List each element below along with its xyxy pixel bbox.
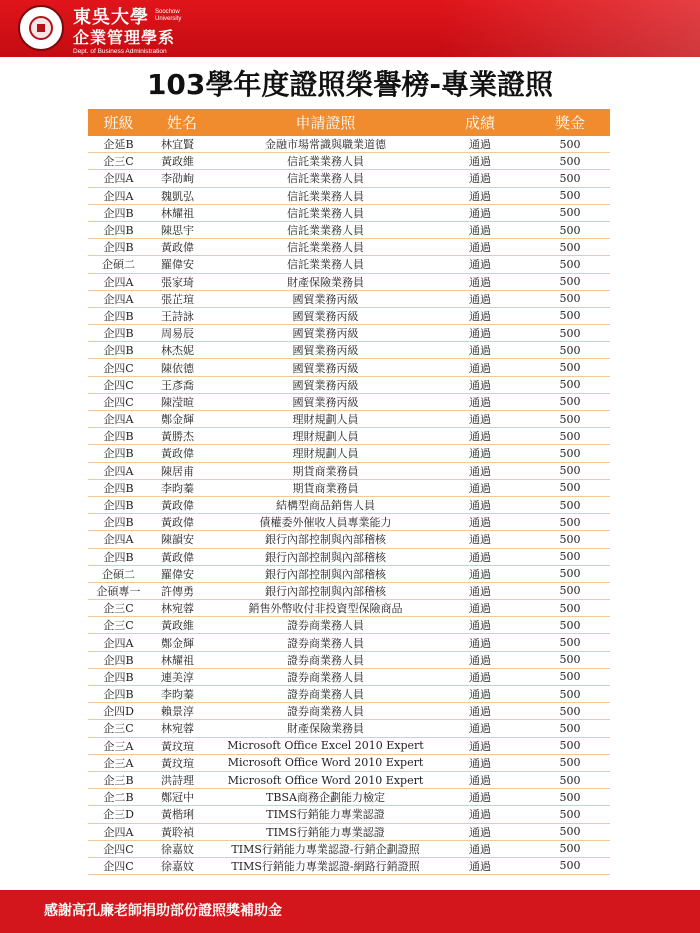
cell-name: 林宛蓉 — [161, 722, 194, 736]
cell-award: 500 — [559, 532, 581, 546]
cell-class: 企四C — [103, 361, 134, 375]
cell-name: 陳依德 — [161, 361, 194, 375]
cell-result: 通過 — [469, 584, 491, 598]
cell-name: 賴景淳 — [161, 705, 194, 719]
cell-class: 企三C — [103, 722, 134, 736]
col-header-result: 成績 — [464, 114, 495, 132]
cell-award: 500 — [559, 704, 581, 718]
cell-class: 企三B — [103, 774, 134, 788]
cell-award: 500 — [559, 721, 581, 735]
cell-name: 黃政偉 — [161, 447, 194, 461]
cell-class: 企四A — [103, 825, 134, 839]
cell-name: 黃政偉 — [161, 241, 194, 255]
cell-class: 企四C — [103, 842, 134, 856]
cell-award: 500 — [559, 378, 581, 392]
cell-name: 洪詩理 — [161, 774, 194, 788]
brand-block — [73, 6, 199, 55]
cell-result: 通過 — [469, 602, 491, 616]
cell-certificate: 證券商業務人員 — [287, 636, 364, 650]
cell-class: 企四B — [103, 309, 134, 323]
cell-award: 500 — [559, 240, 581, 254]
table-row — [88, 583, 610, 600]
cell-class: 企四B — [103, 344, 134, 358]
cell-name: 黃政偉 — [161, 516, 194, 530]
cell-award: 500 — [559, 309, 581, 323]
cell-class: 企碩二 — [102, 258, 135, 272]
cell-class: 企二B — [103, 791, 134, 805]
cell-class: 企四C — [103, 859, 134, 873]
table-row — [88, 514, 610, 531]
cell-award: 500 — [559, 687, 581, 701]
cell-certificate: 國貿業務丙級 — [292, 327, 359, 341]
table-row — [88, 170, 610, 187]
cell-name: 林耀祖 — [161, 206, 194, 220]
cell-result: 通過 — [469, 705, 491, 719]
cell-name: 陳思宇 — [161, 224, 194, 238]
cell-name: 黃政維 — [161, 619, 194, 633]
cell-certificate: 銀行內部控制與內部稽核 — [265, 550, 386, 564]
cell-award: 500 — [559, 206, 581, 220]
cell-award: 500 — [559, 807, 581, 821]
university-seal-icon — [18, 5, 64, 51]
cell-award: 500 — [559, 343, 581, 357]
cell-name: 黃政偉 — [161, 550, 194, 564]
cell-result: 通過 — [469, 808, 491, 822]
cell-result: 通過 — [469, 275, 491, 289]
cell-result: 通過 — [469, 378, 491, 392]
cell-class: 企碩專一 — [96, 584, 141, 598]
table-row — [88, 377, 610, 394]
cell-name: 鄭冠中 — [161, 791, 194, 805]
cell-name: 黃政維 — [161, 155, 194, 169]
cell-certificate: 債權委外催收人員專業能力 — [259, 516, 392, 530]
cell-certificate: 證券商業務人員 — [287, 705, 364, 719]
cell-result: 通過 — [469, 499, 491, 513]
cell-award: 500 — [559, 412, 581, 426]
table-row — [88, 841, 610, 858]
cell-result: 通過 — [469, 842, 491, 856]
cell-name: 林杰妮 — [161, 344, 194, 358]
cell-award: 500 — [559, 498, 581, 512]
cell-name: 黃政偉 — [161, 499, 194, 513]
cell-name: 連美淳 — [161, 670, 194, 684]
cell-award: 500 — [559, 429, 581, 443]
cell-class: 企四A — [103, 172, 134, 186]
cell-award: 500 — [559, 446, 581, 460]
cell-result: 通過 — [469, 791, 491, 805]
table-row — [88, 445, 610, 462]
cell-class: 企四B — [103, 206, 134, 220]
cell-certificate: 信託業業務人員 — [287, 206, 364, 220]
cell-certificate: 期貨商業務員 — [292, 464, 359, 478]
cell-result: 通過 — [469, 550, 491, 564]
cell-result: 通過 — [469, 653, 491, 667]
cell-award: 500 — [559, 567, 581, 581]
cell-award: 500 — [559, 842, 581, 856]
footer-banner — [0, 890, 700, 933]
cell-class: 企四C — [103, 395, 134, 409]
cell-award: 500 — [559, 825, 581, 839]
cell-certificate: 國貿業務丙級 — [292, 292, 359, 306]
cell-class: 企四A — [103, 189, 134, 203]
cell-award: 500 — [559, 292, 581, 306]
table-row — [88, 720, 610, 737]
cell-class: 企四B — [103, 499, 134, 513]
cell-certificate: 國貿業務丙級 — [292, 344, 359, 358]
cell-result: 通過 — [469, 636, 491, 650]
table-row — [88, 806, 610, 823]
cell-name: 徐嘉妏 — [161, 859, 194, 873]
table-row — [88, 634, 610, 651]
cell-class: 企三C — [103, 602, 134, 616]
page-title: 103學年度證照榮譽榜-專業證照 — [146, 68, 554, 101]
cell-class: 企三D — [103, 808, 134, 822]
table-row — [88, 858, 610, 875]
cell-result: 通過 — [469, 241, 491, 255]
cell-class: 企三C — [103, 619, 134, 633]
cell-result: 通過 — [469, 447, 491, 461]
cell-result: 通過 — [469, 155, 491, 169]
table-row — [88, 153, 610, 170]
university-name-en: Soochow University — [155, 9, 182, 22]
cell-certificate: 財產保險業務員 — [287, 722, 364, 736]
cell-award: 500 — [559, 653, 581, 667]
cell-certificate: 期貨商業務員 — [292, 481, 359, 495]
cell-certificate: TIMS行銷能力專業認證 — [266, 808, 385, 822]
cell-name: 鄭金輝 — [161, 636, 194, 650]
cell-result: 通過 — [469, 172, 491, 186]
cell-name: 黃楷琍 — [161, 808, 194, 822]
cell-certificate: 銀行內部控制與內部稽核 — [265, 533, 386, 547]
cell-award: 500 — [559, 154, 581, 168]
table-row — [88, 738, 610, 755]
cell-result: 通過 — [469, 258, 491, 272]
cell-class: 企四A — [103, 413, 134, 427]
cell-name: 林宜賢 — [161, 138, 194, 152]
cell-certificate: 證券商業務人員 — [287, 619, 364, 633]
table-row — [88, 669, 610, 686]
table-row — [88, 600, 610, 617]
cell-result: 通過 — [469, 774, 491, 788]
cell-award: 500 — [559, 756, 581, 770]
cell-certificate: 銀行內部控制與內部稽核 — [265, 567, 386, 581]
department-name-en: Dept. of Business Administration — [73, 48, 167, 55]
table-row — [88, 359, 610, 376]
table-body — [88, 136, 610, 875]
cell-class: 企四D — [103, 705, 134, 719]
cell-name: 張芷瑄 — [161, 292, 194, 306]
cell-certificate: TIMS行銷能力專業認證-行銷企劃證照 — [231, 842, 420, 856]
cell-award: 500 — [559, 326, 581, 340]
cell-award: 500 — [559, 515, 581, 529]
cell-result: 通過 — [469, 309, 491, 323]
cell-certificate: 信託業業務人員 — [287, 224, 364, 238]
cell-result: 通過 — [469, 670, 491, 684]
cell-award: 500 — [559, 481, 581, 495]
cell-class: 企四A — [103, 292, 134, 306]
cell-award: 500 — [559, 550, 581, 564]
cell-certificate: Microsoft Office Excel 2010 Expert — [227, 739, 424, 753]
cell-award: 500 — [559, 636, 581, 650]
cell-award: 500 — [559, 137, 581, 151]
university-row — [73, 6, 199, 26]
cell-result: 通過 — [469, 859, 491, 873]
cell-result: 通過 — [469, 361, 491, 375]
cell-class: 企四B — [103, 430, 134, 444]
table-row — [88, 205, 610, 222]
seal-ring — [29, 16, 53, 40]
cell-result: 通過 — [469, 430, 491, 444]
table-row — [88, 188, 610, 205]
cell-certificate: Microsoft Office Word 2010 Expert — [227, 756, 424, 770]
cell-name: 徐嘉妏 — [161, 842, 194, 856]
cell-award: 500 — [559, 670, 581, 684]
cell-certificate: 財產保險業務員 — [287, 275, 364, 289]
cell-certificate: 理財規劃人員 — [292, 413, 359, 427]
cell-result: 通過 — [469, 722, 491, 736]
cell-certificate: 信託業業務人員 — [287, 155, 364, 169]
cell-certificate: 國貿業務丙級 — [292, 309, 359, 323]
cell-result: 通過 — [469, 619, 491, 633]
cell-result: 通過 — [469, 224, 491, 238]
cell-name: 李昀蓁 — [161, 481, 194, 495]
cell-name: 許傳勇 — [161, 584, 194, 598]
cell-award: 500 — [559, 584, 581, 598]
cell-award: 500 — [559, 739, 581, 753]
cell-class: 企四A — [103, 636, 134, 650]
cell-certificate: 證券商業務人員 — [287, 670, 364, 684]
cell-certificate: 銀行內部控制與內部稽核 — [265, 584, 386, 598]
col-header-class: 班級 — [103, 114, 134, 132]
cell-award: 500 — [559, 464, 581, 478]
cell-certificate: 證券商業務人員 — [287, 688, 364, 702]
department-name: 企業管理學系 — [73, 28, 176, 47]
cell-certificate: 金融市場常識與職業道德 — [265, 138, 386, 152]
table-row — [88, 617, 610, 634]
table-row — [88, 703, 610, 720]
cell-result: 通過 — [469, 825, 491, 839]
cell-class: 企延B — [103, 138, 134, 152]
header-gradient — [440, 0, 700, 57]
table-row — [88, 531, 610, 548]
table-row — [88, 755, 610, 772]
cell-class: 企四B — [103, 688, 134, 702]
cell-name: 陳滢暄 — [161, 395, 194, 409]
cell-award: 500 — [559, 257, 581, 271]
cell-name: 鄭金輝 — [161, 413, 194, 427]
cell-class: 企四B — [103, 670, 134, 684]
col-header-name: 姓名 — [167, 114, 198, 132]
table-row — [88, 222, 610, 239]
cell-certificate: 信託業業務人員 — [287, 189, 364, 203]
cell-name: 陳居甫 — [161, 464, 194, 478]
university-name: 東吳大學 — [73, 7, 149, 28]
cell-certificate: Microsoft Office Word 2010 Expert — [227, 773, 424, 787]
cell-certificate: 理財規劃人員 — [292, 447, 359, 461]
table-row — [88, 824, 610, 841]
table-row — [88, 342, 610, 359]
cell-result: 通過 — [469, 688, 491, 702]
cell-award: 500 — [559, 223, 581, 237]
cell-result: 通過 — [469, 756, 491, 770]
cell-name: 林宛蓉 — [161, 602, 194, 616]
cell-award: 500 — [559, 790, 581, 804]
cell-class: 企四B — [103, 653, 134, 667]
table-row — [88, 428, 610, 445]
cell-name: 張家琦 — [161, 275, 194, 289]
cell-class: 企四A — [103, 275, 134, 289]
cell-award: 500 — [559, 618, 581, 632]
cell-result: 通過 — [469, 344, 491, 358]
cell-award: 500 — [559, 275, 581, 289]
cell-class: 企四B — [103, 224, 134, 238]
table-row — [88, 652, 610, 669]
cell-certificate: 信託業業務人員 — [287, 241, 364, 255]
cell-name: 羅偉安 — [161, 258, 194, 272]
cell-class: 企四B — [103, 241, 134, 255]
cell-award: 500 — [559, 601, 581, 615]
cell-certificate: 結構型商品銷售人員 — [276, 499, 375, 513]
cell-result: 通過 — [469, 533, 491, 547]
cell-award: 500 — [559, 361, 581, 375]
cell-class: 企三C — [103, 155, 134, 169]
cell-result: 通過 — [469, 739, 491, 753]
seal-center — [37, 24, 45, 32]
cell-class: 企四B — [103, 516, 134, 530]
table-row — [88, 394, 610, 411]
cell-name: 陳韻安 — [161, 533, 194, 547]
table-row — [88, 686, 610, 703]
cell-result: 通過 — [469, 464, 491, 478]
table-row — [88, 308, 610, 325]
cell-result: 通過 — [469, 327, 491, 341]
cell-name: 李劭峋 — [161, 172, 194, 186]
cell-name: 王詩詠 — [161, 309, 194, 323]
col-header-award: 獎金 — [554, 114, 585, 132]
cell-result: 通過 — [469, 481, 491, 495]
cell-class: 企三A — [103, 756, 134, 770]
table-row — [88, 256, 610, 273]
footer-thanks-text: 感謝高孔廉老師捐助部份證照獎補助金 — [44, 903, 282, 919]
cell-result: 通過 — [469, 292, 491, 306]
cell-certificate: TBSA商務企劃能力檢定 — [266, 791, 385, 805]
cell-name: 羅偉安 — [161, 567, 194, 581]
cell-result: 通過 — [469, 395, 491, 409]
table-row — [88, 549, 610, 566]
cell-result: 通過 — [469, 206, 491, 220]
cell-result: 通過 — [469, 567, 491, 581]
table-row — [88, 789, 610, 806]
table-row — [88, 274, 610, 291]
table-row — [88, 325, 610, 342]
cell-name: 王彥喬 — [161, 378, 194, 392]
cell-award: 500 — [559, 171, 581, 185]
cell-award: 500 — [559, 395, 581, 409]
cell-certificate: 國貿業務丙級 — [292, 395, 359, 409]
cell-result: 通過 — [469, 189, 491, 203]
cell-class: 企四A — [103, 464, 134, 478]
table-row — [88, 566, 610, 583]
cell-certificate: TIMS行銷能力專業認證 — [266, 825, 385, 839]
cell-certificate: 信託業業務人員 — [287, 258, 364, 272]
cell-name: 周易辰 — [161, 327, 194, 341]
cell-certificate: 銷售外幣收付非投資型保險商品 — [248, 602, 403, 616]
cell-award: 500 — [559, 859, 581, 873]
header-banner — [0, 0, 700, 57]
col-header-certificate: 申請證照 — [295, 114, 356, 132]
cell-name: 李昀蓁 — [161, 688, 194, 702]
table-row — [88, 411, 610, 428]
cell-class: 企四A — [103, 533, 134, 547]
cell-class: 企四B — [103, 327, 134, 341]
table-row — [88, 239, 610, 256]
table-row — [88, 480, 610, 497]
cell-award: 500 — [559, 189, 581, 203]
honor-roll-table — [88, 109, 610, 875]
table-row — [88, 136, 610, 153]
cell-name: 林耀祖 — [161, 653, 194, 667]
table-row — [88, 772, 610, 789]
cell-class: 企四B — [103, 481, 134, 495]
cell-certificate: 信託業業務人員 — [287, 172, 364, 186]
cell-name: 黃玟瑄 — [161, 756, 194, 770]
cell-class: 企碩二 — [102, 567, 135, 581]
cell-certificate: TIMS行銷能力專業認證-網路行銷證照 — [231, 859, 420, 873]
cell-class: 企四B — [103, 550, 134, 564]
table-header — [88, 109, 610, 136]
cell-name: 黃聆禎 — [161, 825, 194, 839]
table-row — [88, 463, 610, 480]
cell-class: 企四B — [103, 447, 134, 461]
table-row — [88, 291, 610, 308]
cell-name: 黃玟瑄 — [161, 739, 194, 753]
cell-certificate: 國貿業務丙級 — [292, 378, 359, 392]
table-row — [88, 497, 610, 514]
cell-certificate: 證券商業務人員 — [287, 653, 364, 667]
cell-award: 500 — [559, 773, 581, 787]
cell-class: 企四C — [103, 378, 134, 392]
cell-result: 通過 — [469, 138, 491, 152]
cell-name: 黃勝杰 — [161, 430, 194, 444]
cell-result: 通過 — [469, 516, 491, 530]
cell-certificate: 理財規劃人員 — [292, 430, 359, 444]
cell-name: 魏凱弘 — [161, 189, 194, 203]
cell-certificate: 國貿業務丙級 — [292, 361, 359, 375]
cell-class: 企三A — [103, 739, 134, 753]
cell-result: 通過 — [469, 413, 491, 427]
